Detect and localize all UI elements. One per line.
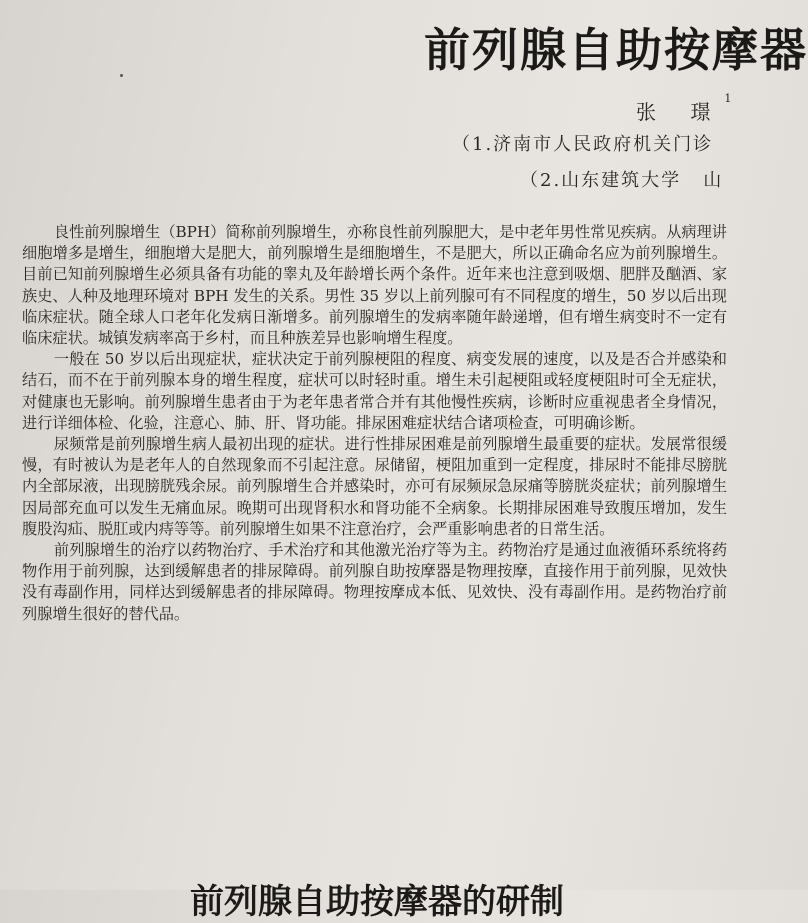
affiliation-2-unit: 山 [703, 170, 724, 191]
article-title: 前列腺自助按摩器 [424, 23, 808, 77]
paper-speck [120, 74, 123, 77]
cut-off-heading [0, 872, 750, 922]
author-affiliation-mark: 1 [724, 92, 732, 105]
affiliation-1: （1.济南市人民政府机关门诊 [452, 134, 714, 155]
author-line [636, 92, 732, 125]
affiliation-2 [520, 166, 723, 192]
cut-off-heading-text: 前列腺自助按摩器的研制 [190, 882, 564, 922]
paragraph-1: 良性前列腺增生（BPH）简称前列腺增生，亦称良性前列腺肥大，是中老年男性常见疾病。从病理讲细胞增多是增生，细胞增大是肥大，前列腺增生是细胞增生，不是肥大，所以正确命名应为前列腺增生。目前已知前列腺增生必须具备有功能的睾丸及年龄增长两个条件。近年来也注意到吸烟、肥胖及酗酒、家族史、人种及地理环境对 BPH 发生的关系。男性 35 岁以上前列腺可有不同程度的增生，50 岁以后出现临床症状。随全球人口老年化发病日渐增多。前列腺增生的发病率随年龄递增，但有增生病变时不一定有临床症状。城镇发病率高于乡村，而且种族差异也影响增生程度。 [22, 223, 727, 348]
paragraph-2: 一般在 50 岁以后出现症状，症状决定于前列腺梗阻的程度、病变发展的速度，以及是否合并感染和结石，而不在于前列腺本身的增生程度，症状可以时轻时重。增生未引起梗阻或轻度梗阻时可全无症状，对健康也无影响。前列腺增生患者由于为老年患者常合并有其他慢性疾病，诊断时应重视患者全身情况，进行详细体检、化验，注意心、肺、肝、肾功能。排尿困难症状结合诸项检查，可明确诊断。 [22, 350, 727, 432]
paragraph-4: 前列腺增生的治疗以药物治疗、手术治疗和其他激光治疗等为主。药物治疗是通过血液循环系统将药物作用于前列腺，达到缓解患者的排尿障碍。前列腺自助按摩器是物理按摩，直接作用于前列腺，见效快没有毒副作用，同样达到缓解患者的排尿障碍。物理按摩成本低、见效快、没有毒副作用。是药物治疗前列腺增生很好的替代品。 [22, 541, 727, 623]
author-name: 张 璟 [636, 100, 725, 124]
article-body [22, 222, 727, 625]
affiliation-2-name: （2.山东建筑大学 [520, 170, 682, 191]
paragraph-3: 尿频常是前列腺增生病人最初出现的症状。进行性排尿困难是前列腺增生最重要的症状。发展常很缓慢，有时被认为是老年人的自然现象而不引起注意。尿储留，梗阻加重到一定程度，排尿时不能排尽膀胱内全部尿液，出现膀胱残余尿。前列腺增生合并感染时，亦可有尿频尿急尿痛等膀胱炎症状；前列腺增生因局部充血可以发生无痛血尿。晚期可出现肾积水和肾功能不全病象。长期排尿困难导致腹压增加，发生腹股沟疝、脱肛或内痔等等。前列腺增生如果不注意治疗，会严重影响患者的日常生活。 [22, 435, 727, 538]
